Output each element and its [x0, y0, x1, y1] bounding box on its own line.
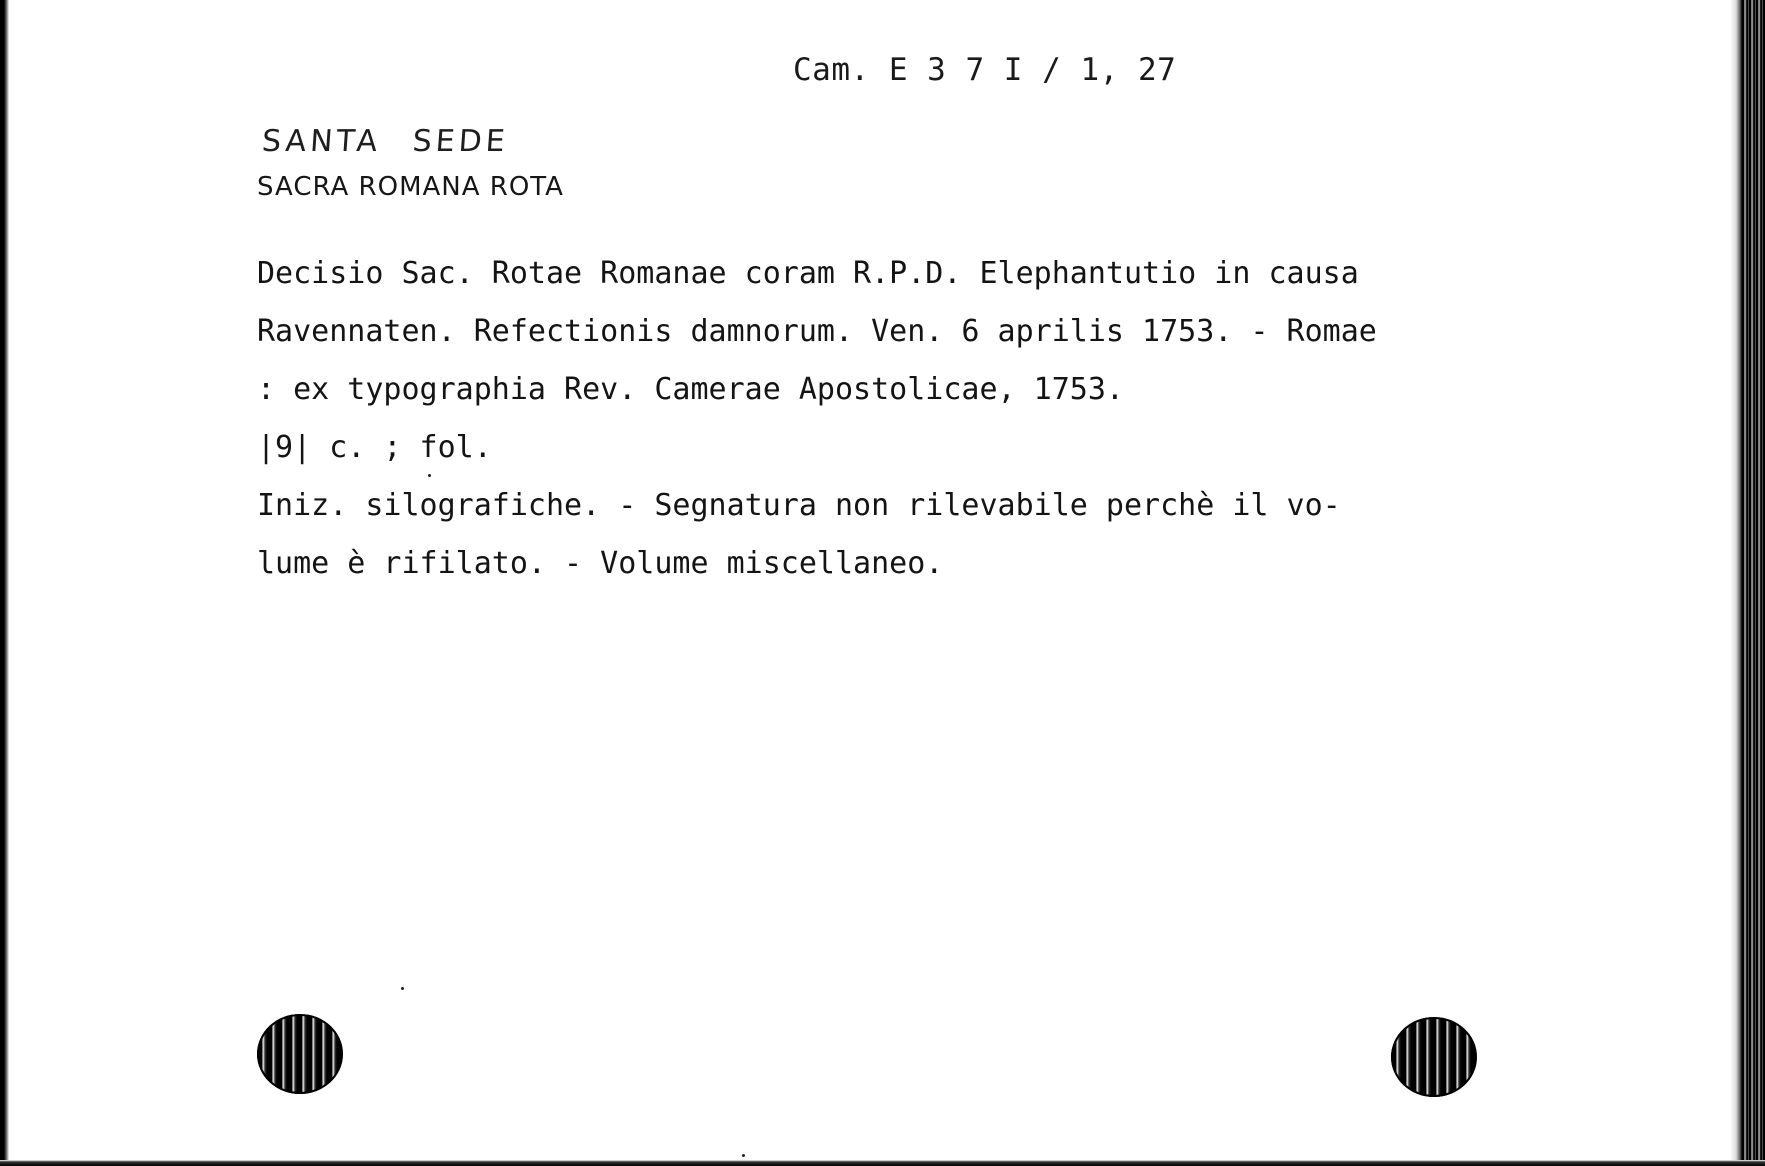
- description-line: Iniz. silografiche. - Segnatura non rilevabile perchè il vo-: [257, 488, 1341, 523]
- scan-speck: [401, 987, 404, 990]
- subject-heading: SACRA ROMANA ROTA: [257, 172, 564, 202]
- description-line: lume è rifilato. - Volume miscellaneo.: [257, 546, 944, 581]
- card-description: [257, 245, 1607, 593]
- card-right-shadow: [1730, 0, 1742, 1166]
- description-line: : ex typographia Rev. Camerae Apostolicae, 1753.: [257, 372, 1124, 407]
- card-left-edge: [0, 0, 9, 1166]
- punch-hole-right: [1391, 1017, 1477, 1097]
- card-bottom-edge: [0, 1160, 1765, 1166]
- description-line: Ravennaten. Refectionis damnorum. Ven. 6 aprilis 1753. - Romae: [257, 314, 1377, 349]
- description-line: Decisio Sac. Rotae Romanae coram R.P.D. Elephantutio in causa: [257, 256, 1359, 291]
- shelfmark: Cam. E 3 7 I / 1, 27: [793, 52, 1177, 88]
- description-line: |9| c. ; fol.: [257, 430, 492, 465]
- punch-hole-left: [257, 1014, 343, 1094]
- handwritten-heading: SANTA SEDE: [260, 124, 510, 159]
- scan-speck: [428, 474, 431, 477]
- scan-speck: [742, 1154, 745, 1157]
- card-right-edge: [1742, 0, 1765, 1166]
